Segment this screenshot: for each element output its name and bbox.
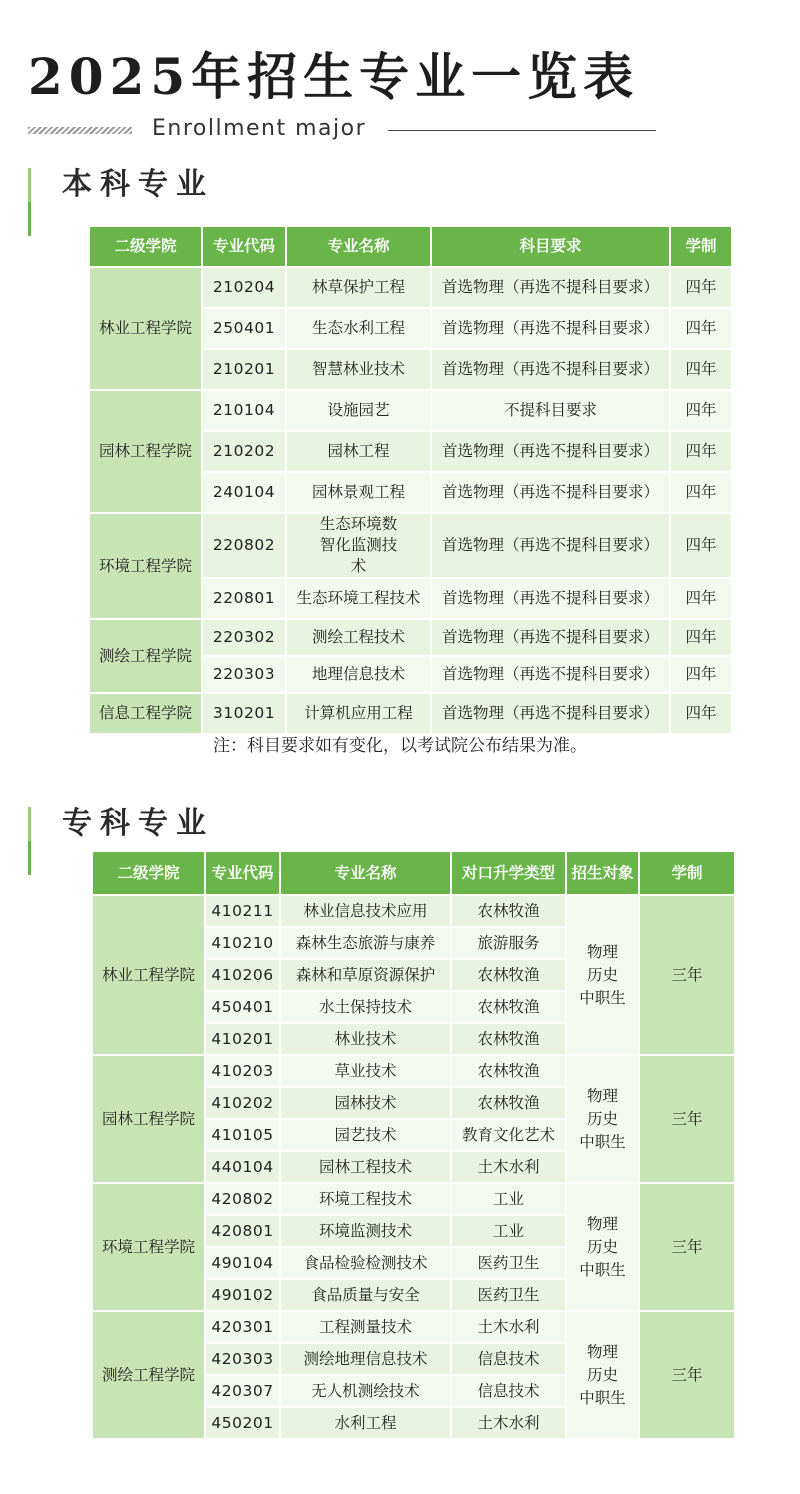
admission-type: 土木水利 [451,1407,566,1439]
admission-type: 农林牧渔 [451,1055,566,1087]
vocational-table [93,852,736,1440]
study-years: 三年 [639,1055,735,1183]
study-years: 三年 [639,895,735,1055]
major-code: 220303 [202,656,286,693]
major-code: 410206 [205,959,280,991]
major-name: 环境工程技术 [280,1183,451,1215]
college-cell: 信息工程学院 [90,693,202,734]
admission-type: 医药卫生 [451,1279,566,1311]
subject-requirement: 首选物理（再选不提科目要求） [431,431,670,472]
major-code: 210104 [202,390,286,431]
subject-note: 注：科目要求如有变化，以考试院公布结果为准。 [213,736,587,756]
subject-requirement: 首选物理（再选不提科目要求） [431,267,670,308]
major-name: 园林技术 [280,1087,451,1119]
major-code: 440104 [205,1151,280,1183]
major-code: 420802 [205,1183,280,1215]
major-name: 草业技术 [280,1055,451,1087]
admission-type: 农林牧渔 [451,895,566,927]
table-row [90,390,732,431]
major-name: 测绘地理信息技术 [280,1343,451,1375]
subtitle-rule [388,130,656,131]
admission-type: 农林牧渔 [451,1023,566,1055]
major-code: 410201 [205,1023,280,1055]
college-cell: 测绘工程学院 [90,619,202,693]
admission-type: 信息技术 [451,1375,566,1407]
college-cell: 测绘工程学院 [93,1311,205,1439]
table-row [90,619,732,656]
subject-requirement: 首选物理（再选不提科目要求） [431,513,670,578]
admission-type: 土木水利 [451,1311,566,1343]
admission-type: 信息技术 [451,1343,566,1375]
major-name: 生态环境数智化监测技术 [286,513,431,578]
major-name: 计算机应用工程 [286,693,431,734]
study-years: 四年 [670,390,732,431]
subject-requirement: 首选物理（再选不提科目要求） [431,578,670,619]
header-cell: 专业名称 [286,227,431,267]
section-bar-icon [28,168,34,236]
enrollment-target: 物理 历史 中职生 [566,895,639,1055]
admission-type: 教育文化艺术 [451,1119,566,1151]
major-code: 420303 [205,1343,280,1375]
vocational-table-header [93,852,735,895]
page-subtitle: Enrollment major [152,116,367,141]
admission-type: 农林牧渔 [451,1087,566,1119]
major-name: 园艺技术 [280,1119,451,1151]
major-name: 食品质量与安全 [280,1279,451,1311]
page-title: 2025年招生专业一览表 [28,47,640,106]
section-bar-icon [28,807,34,875]
major-code: 420801 [205,1215,280,1247]
admission-type: 农林牧渔 [451,991,566,1023]
hatch-decoration [28,127,132,134]
major-code: 490102 [205,1279,280,1311]
college-cell: 林业工程学院 [93,895,205,1055]
college-cell: 园林工程学院 [93,1055,205,1183]
major-name: 林草保护工程 [286,267,431,308]
subtitle-row [28,114,658,144]
study-years: 三年 [639,1183,735,1311]
major-code: 450401 [205,991,280,1023]
study-years: 四年 [670,472,732,513]
major-code: 310201 [202,693,286,734]
table-row [93,1311,735,1343]
major-name: 工程测量技术 [280,1311,451,1343]
subject-requirement: 不提科目要求 [431,390,670,431]
college-cell: 环境工程学院 [93,1183,205,1311]
header-cell: 专业代码 [205,852,280,895]
major-code: 420301 [205,1311,280,1343]
table-row [93,1055,735,1087]
major-name: 园林工程 [286,431,431,472]
header-cell: 对口升学类型 [451,852,566,895]
table-row [93,895,735,927]
major-name: 智慧林业技术 [286,349,431,390]
major-code: 410210 [205,927,280,959]
major-name: 森林和草原资源保护 [280,959,451,991]
major-name: 园林工程技术 [280,1151,451,1183]
table-row [93,1183,735,1215]
table-row [90,693,732,734]
study-years: 四年 [670,693,732,734]
major-code: 420307 [205,1375,280,1407]
major-code: 220801 [202,578,286,619]
admission-type: 农林牧渔 [451,959,566,991]
admission-type: 工业 [451,1215,566,1247]
admission-type: 医药卫生 [451,1247,566,1279]
study-years: 三年 [639,1311,735,1439]
major-code: 250401 [202,308,286,349]
subject-requirement: 首选物理（再选不提科目要求） [431,349,670,390]
major-code: 410105 [205,1119,280,1151]
major-name: 森林生态旅游与康养 [280,927,451,959]
table-row [90,513,732,578]
undergrad-table [90,227,733,735]
major-code: 210201 [202,349,286,390]
undergrad-table-header [90,227,732,267]
subject-requirement: 首选物理（再选不提科目要求） [431,656,670,693]
subject-requirement: 首选物理（再选不提科目要求） [431,619,670,656]
table-row [90,267,732,308]
major-name: 无人机测绘技术 [280,1375,451,1407]
major-name: 环境监测技术 [280,1215,451,1247]
major-code: 410202 [205,1087,280,1119]
major-code: 490104 [205,1247,280,1279]
enrollment-target: 物理 历史 中职生 [566,1183,639,1311]
undergrad-section-title: 本科专业 [62,167,214,202]
study-years: 四年 [670,349,732,390]
college-cell: 林业工程学院 [90,267,202,390]
header-cell: 二级学院 [93,852,205,895]
study-years: 四年 [670,578,732,619]
study-years: 四年 [670,619,732,656]
admission-type: 土木水利 [451,1151,566,1183]
major-name: 设施园艺 [286,390,431,431]
major-name: 林业技术 [280,1023,451,1055]
major-name: 林业信息技术应用 [280,895,451,927]
admission-type: 工业 [451,1183,566,1215]
header-cell: 学制 [639,852,735,895]
study-years: 四年 [670,656,732,693]
subject-requirement: 首选物理（再选不提科目要求） [431,308,670,349]
header-cell: 科目要求 [431,227,670,267]
major-code: 450201 [205,1407,280,1439]
subject-requirement: 首选物理（再选不提科目要求） [431,693,670,734]
admission-type: 旅游服务 [451,927,566,959]
subject-requirement: 首选物理（再选不提科目要求） [431,472,670,513]
major-code: 220802 [202,513,286,578]
major-name: 食品检验检测技术 [280,1247,451,1279]
vocational-section-title: 专科专业 [62,806,214,841]
major-name: 水土保持技术 [280,991,451,1023]
major-name: 园林景观工程 [286,472,431,513]
college-cell: 环境工程学院 [90,513,202,619]
header-cell: 专业代码 [202,227,286,267]
header-cell: 招生对象 [566,852,639,895]
major-code: 220302 [202,619,286,656]
major-code: 210204 [202,267,286,308]
major-name: 水利工程 [280,1407,451,1439]
study-years: 四年 [670,267,732,308]
major-name: 地理信息技术 [286,656,431,693]
header-cell: 学制 [670,227,732,267]
major-code: 240104 [202,472,286,513]
study-years: 四年 [670,431,732,472]
header-cell: 专业名称 [280,852,451,895]
header-cell: 二级学院 [90,227,202,267]
major-name: 生态水利工程 [286,308,431,349]
major-code: 410203 [205,1055,280,1087]
enrollment-target: 物理 历史 中职生 [566,1055,639,1183]
study-years: 四年 [670,513,732,578]
study-years: 四年 [670,308,732,349]
major-code: 210202 [202,431,286,472]
major-code: 410211 [205,895,280,927]
major-name: 测绘工程技术 [286,619,431,656]
enrollment-target: 物理 历史 中职生 [566,1311,639,1439]
college-cell: 园林工程学院 [90,390,202,513]
major-name: 生态环境工程技术 [286,578,431,619]
